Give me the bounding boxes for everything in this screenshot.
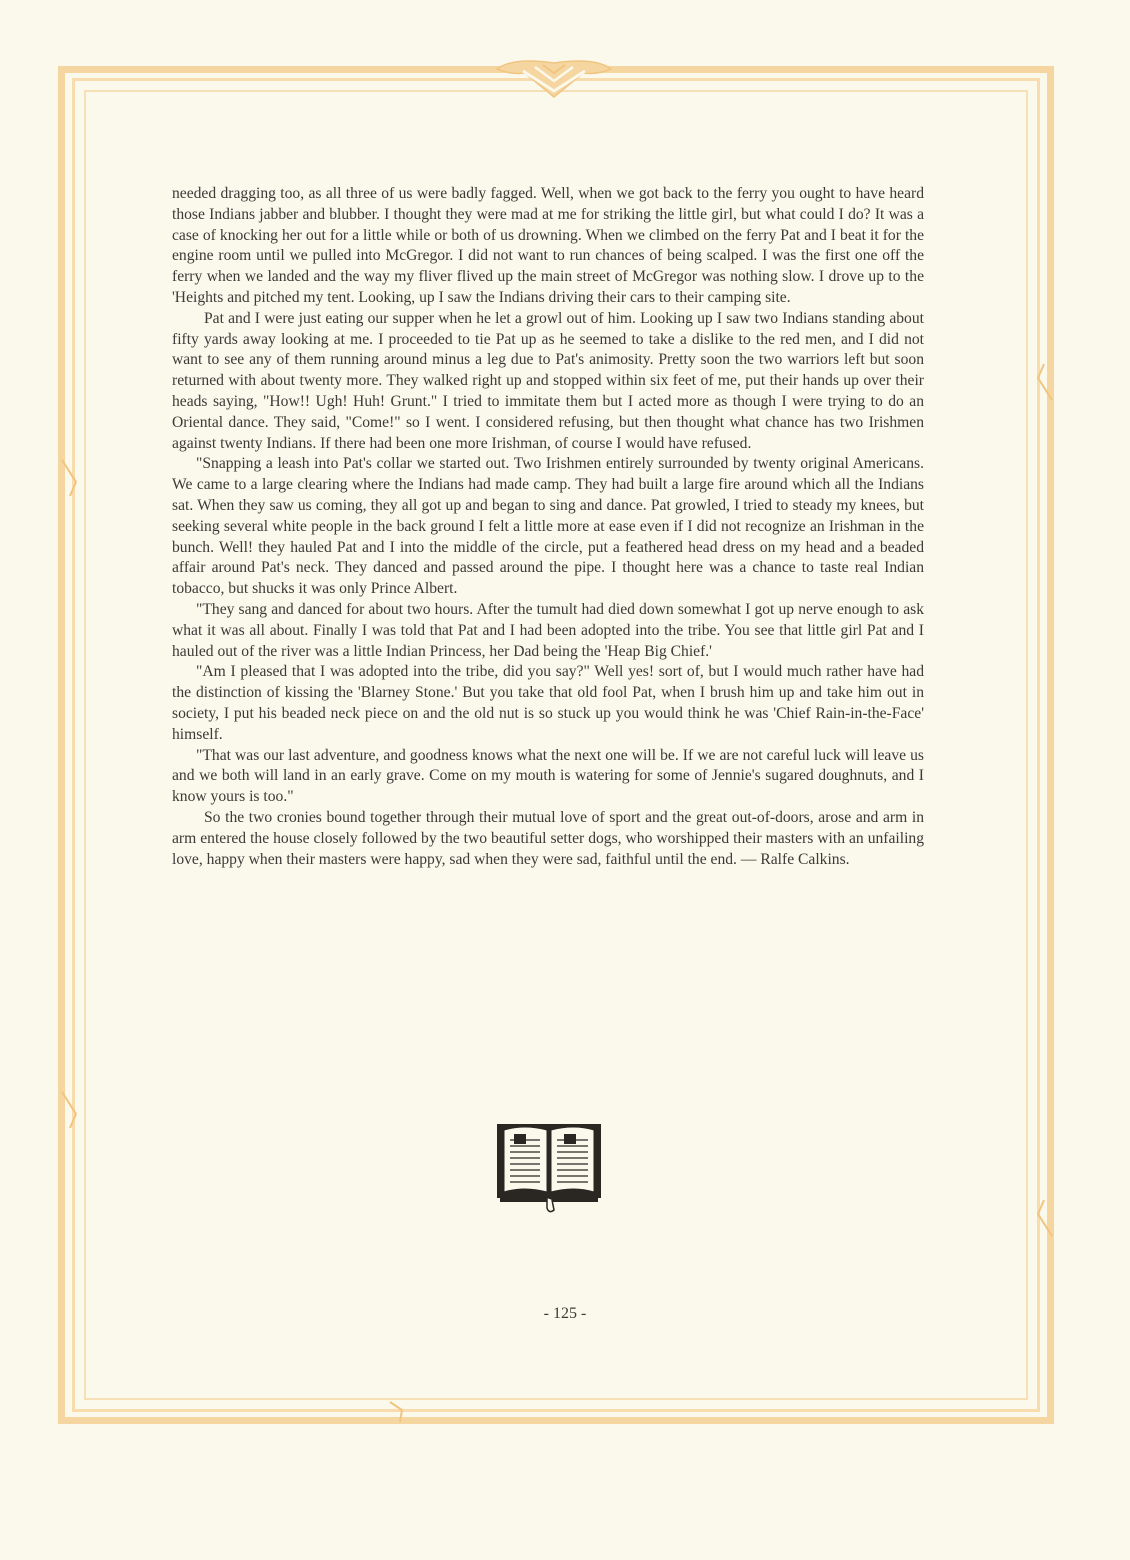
paragraph: "They sang and danced for about two hours. After the tumult had died down somewhat I got up nerve enough to ask what it was all about. Finally I was told that Pat and I had been adopted into the tribe. You see that little girl Pat and I hauled out of the river was a little Indian Princess, her Dad being the 'Heap Big Chief.' <box>172 600 924 660</box>
paragraph: "Snapping a leash into Pat's collar we started out. Two Irishmen entirely surrounded by twenty original Americans. We came to a large clearing where the Indians had made camp. They had built a large fire around which all the Indians sat. When they saw us coming, they all got up and began to sing and dance. Pat growled, I tried to steady my knees, but seeking several white people in the back ground I felt a little more at ease even if I did not recognize an Irishman in the bunch. Well! they hauled Pat and I into the middle of the circle, put a feathered head dress on my head and a beaded affair around Pat's neck. They danced and passed around the pipe. I thought here was a chance to taste real Indian tobacco, but shucks it was only Prince Albert. <box>172 455 924 598</box>
story-text <box>172 184 924 870</box>
left-border-notch <box>60 1090 78 1130</box>
paragraph: "That was our last adventure, and goodness knows what the next one will be. If we are not careful luck will leave us and we both will land in an early grave. Come on my mouth is watering for some of Jennie's sugared doughnuts, and I know yours is too." <box>172 746 924 806</box>
open-book-icon <box>494 1120 604 1216</box>
right-border-notch <box>1036 362 1054 402</box>
top-ornament <box>493 55 615 103</box>
paragraph: needed dragging too, as all three of us were badly fagged. Well, when we got back to the ferry you ought to have heard those Indians jabber and blubber. I thought they were mad at me for striking the little girl, but what could I do? It was a case of knocking her out for a little while or both of us drowning. When we climbed on the ferry Pat and I beat it for the engine room until we pulled into McGregor. I did not want to run chances of being scalped. I was the first one off the ferry when we landed and the way my fliver flived up the main street of McGregor was nothing slow. I drove up to the 'Heights and pitched my tent. Looking, up I saw the Indians driving their cars to their camping site. <box>172 185 924 306</box>
left-border-notch <box>60 458 78 498</box>
page-number: - 125 - <box>543 1305 587 1322</box>
paragraph: "Am I pleased that I was adopted into the tribe, did you say?" Well yes! sort of, but I would much rather have had the distinction of kissing the 'Blarney Stone.' But you take that old fool Pat, when I brush him up and take him out in society, I put his beaded neck piece on and the old nut is so stuck up you would think he was 'Chief Rain-in-the-Face' himself. <box>172 663 924 743</box>
bottom-border-notch <box>388 1400 412 1424</box>
paragraph: So the two cronies bound together through their mutual love of sport and the great out-of-doors, arose and arm in arm entered the house closely followed by the two beautiful setter dogs, who worshipped their masters with an unfailing love, happy when their masters were happy, sad when they were sad, faithful until the end. — Ralfe Calkins. <box>172 808 924 868</box>
paragraph: Pat and I were just eating our supper when he let a growl out of him. Looking up I saw two Indians standing about fifty yards away looking at me. I proceeded to tie Pat up as he seemed to take a dislike to the red men, and I did not want to see any of them running around minus a leg due to Pat's animosity. Pretty soon the two warriors left but soon returned with about twenty more. They walked right up and stopped within six feet of me, put their hands up over their heads saying, "How!! Ugh! Huh! Grunt." I tried to immitate them but I acted more as though I were trying to do an Oriental dance. They said, "Come!" so I went. I considered refusing, but then thought what chance has two Irishmen against twenty Indians. If there had been one more Irishman, of course I would have refused. <box>172 309 924 452</box>
right-border-notch <box>1036 1198 1054 1238</box>
